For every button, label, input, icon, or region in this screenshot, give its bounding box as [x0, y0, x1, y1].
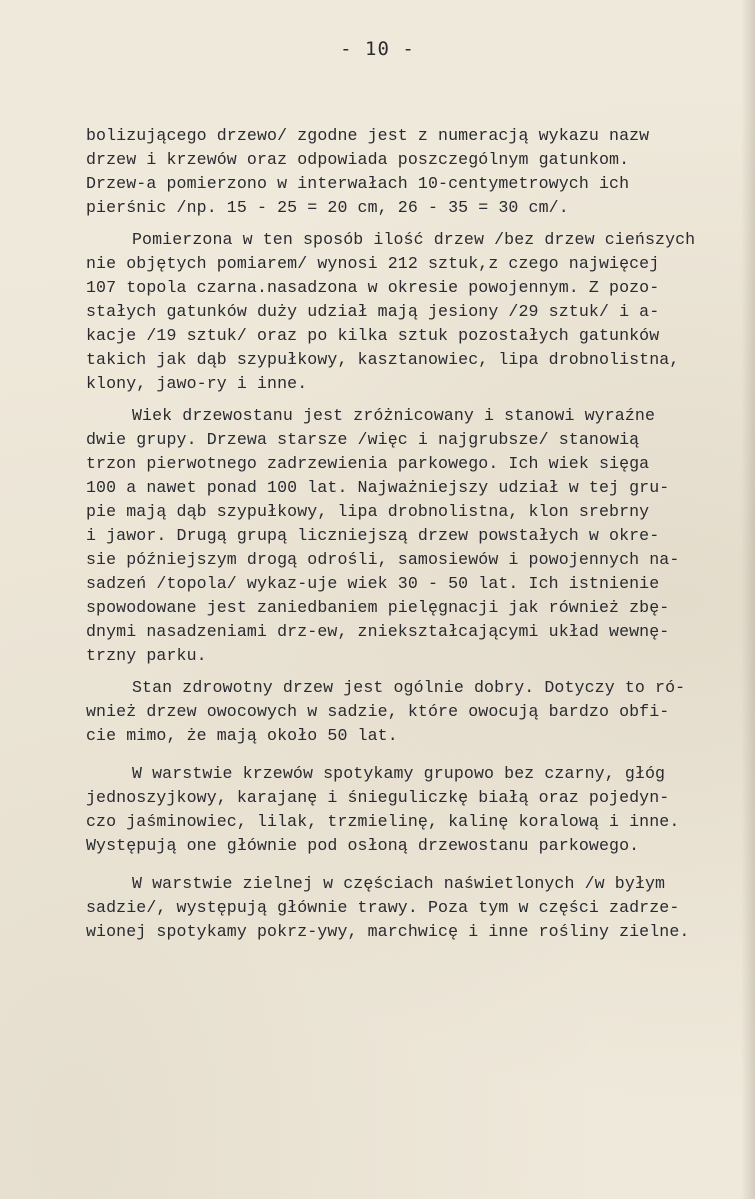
text-line: dwie grupy. Drzewa starsze /więc i najgrubsze/ stanowią	[86, 430, 640, 449]
text-line: bolizującego drzewo/ zgodne jest z numeracją wykazu nazw	[86, 126, 650, 145]
paragraph-tree-age	[86, 404, 751, 668]
text-line: Stan zdrowotny drzew jest ogólnie dobry. Dotyczy to ró-	[132, 678, 686, 697]
text-line: pie mają dąb szypułkowy, lipa drobnolistna, klon srebrny	[86, 502, 650, 521]
text-line: drzew i krzewów oraz odpowiada poszczególnym gatunkom.	[86, 150, 630, 169]
text-line: cie mimo, że mają około 50 lat.	[86, 726, 398, 745]
text-line: W warstwie krzewów spotykamy grupowo bez czarny, głóg	[132, 764, 666, 783]
paragraph-shrubs	[86, 762, 751, 858]
text-line: Wiek drzewostanu jest zróżnicowany i stanowi wyraźne	[132, 406, 656, 425]
text-line: spowodowane jest zaniedbaniem pielęgnacji jak również zbę-	[86, 598, 670, 617]
text-line: trzny parku.	[86, 646, 207, 665]
text-line: W warstwie zielnej w częściach naświetlonych /w byłym	[132, 874, 666, 893]
paragraph-numbering	[86, 124, 751, 220]
text-line: takich jak dąb szypułkowy, kasztanowiec, lipa drobnolistna,	[86, 350, 680, 369]
text-line: dnymi nasadzeniami drz-ew, zniekształcającymi układ wewnę-	[86, 622, 670, 641]
text-line: czo jaśminowiec, lilak, trzmielinę, kalinę koralową i inne.	[86, 812, 680, 831]
text-line: wionej spotykamy pokrz-ywy, marchwicę i inne rośliny zielne.	[86, 922, 690, 941]
text-line: sie późniejszym drogą odrośli, samosiewów i powojennych na-	[86, 550, 680, 569]
text-line: klony, jawo-ry i inne.	[86, 374, 308, 393]
text-line: Pomierzona w ten sposób ilość drzew /bez drzew cieńszych	[132, 230, 696, 249]
text-line: wnież drzew owocowych w sadzie, które owocują bardzo obfi-	[86, 702, 670, 721]
paragraph-tree-count	[86, 228, 751, 396]
text-line: Występują one głównie pod osłoną drzewostanu parkowego.	[86, 836, 640, 855]
text-line: pierśnic /np. 15 - 25 = 20 cm, 26 - 35 = 30 cm/.	[86, 198, 569, 217]
paragraph-herb-layer	[86, 872, 751, 944]
text-line: jednoszyjkowy, karajanę i śnieguliczkę białą oraz pojedyn-	[86, 788, 670, 807]
text-line: sadzeń /topola/ wykaz-uje wiek 30 - 50 lat. Ich istnienie	[86, 574, 660, 593]
paragraph-health	[86, 676, 751, 748]
text-line: Drzew-a pomierzono w interwałach 10-centymetrowych ich	[86, 174, 630, 193]
text-line: 100 a nawet ponad 100 lat. Najważniejszy udział w tej gru-	[86, 478, 670, 497]
text-line: nie objętych pomiarem/ wynosi 212 sztuk,z czego najwięcej	[86, 254, 660, 273]
text-line: sadzie/, występują głównie trawy. Poza tym w części zadrze-	[86, 898, 680, 917]
text-line: trzon pierwotnego zadrzewienia parkowego. Ich wiek sięga	[86, 454, 650, 473]
text-line: kacje /19 sztuk/ oraz po kilka sztuk pozostałych gatunków	[86, 326, 660, 345]
text-line: 107 topola czarna.nasadzona w okresie powojennym. Z pozo-	[86, 278, 660, 297]
text-line: stałych gatunków duży udział mają jesiony /29 sztuk/ i a-	[86, 302, 660, 321]
text-line: i jawor. Drugą grupą liczniejszą drzew powstałych w okre-	[86, 526, 660, 545]
page-number: - 10 -	[340, 38, 415, 60]
typewritten-text	[86, 124, 751, 952]
